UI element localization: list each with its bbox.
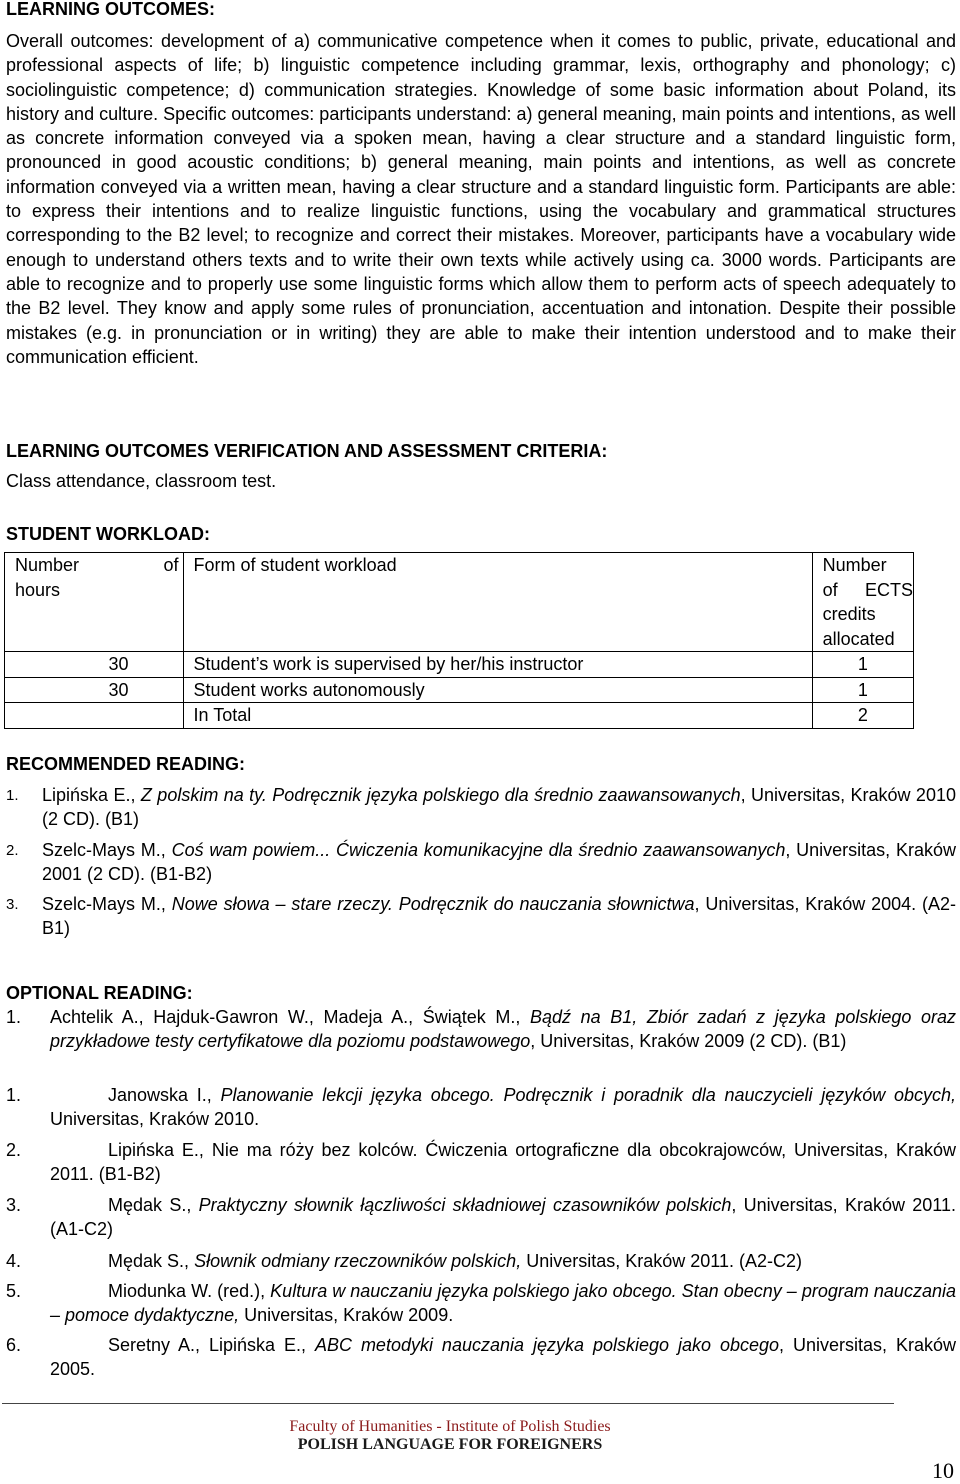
list-number: 5. bbox=[6, 1281, 22, 1301]
table-header-row bbox=[5, 553, 914, 652]
header-ects-line1: Number bbox=[822, 555, 887, 575]
header-ects bbox=[812, 553, 913, 652]
reference-title: Planowanie lekcji języka obcego. Podręcznik i poradnik dla nauczycieli języków obcych, bbox=[220, 1085, 956, 1105]
optional-reading-heading: OPTIONAL READING: bbox=[6, 983, 193, 1003]
reference-details: Universitas, Kraków 2011. (A2-C2) bbox=[521, 1251, 802, 1271]
reference-title: Nowe słowa – stare rzeczy. Podręcznik do nauczania słownictwa bbox=[171, 894, 695, 914]
list-number: 1. bbox=[6, 1085, 22, 1105]
reference-title: Coś wam powiem... Ćwiczenia komunikacyjne dla średnio zaawansowanych bbox=[171, 840, 786, 860]
list-number: 2. bbox=[6, 1140, 22, 1160]
table-row bbox=[5, 652, 914, 678]
reference-details: , Universitas, Kraków 2004. (A2-B1) bbox=[42, 894, 956, 939]
reference-author: Szelc-Mays M., bbox=[42, 840, 166, 860]
page-number: 10 bbox=[932, 1458, 954, 1483]
list-item bbox=[6, 1249, 956, 1273]
list-item bbox=[6, 838, 956, 887]
list-number: 4. bbox=[6, 1251, 22, 1271]
list-item bbox=[6, 1279, 956, 1328]
ects-cell: 2 bbox=[812, 703, 913, 729]
learning-outcomes-text: Overall outcomes: development of a) communicative competence when it comes to public, private, educational and professional aspects of life; b) linguistic competence including grammar, lexis, orthography and phonology; c) sociolinguistic competence; d) communication strategies. Knowledge of some basic information about Poland, its history and culture. Specific outcomes: participants understand: a) general meaning, main points and intentions, as well as concrete information conveyed via a spoken mean, having a clear structure and a standard linguistic form, pronounced in good acoustic conditions; b) general meaning, main points and intentions, as well as concrete information conveyed via a written mean, having a clear structure and a standard linguistic form. Participants are able: to express their intentions and to realize linguistic functions, using the vocabulary and grammatical structures corresponding to the B2 level; to recognize and correct their mistakes. Moreover, participants have a vocabulary wide enough to understand others texts and to write their own texts while actively using ca. 3000 words. Participants are able to recognize and to properly use some linguistic forms which allow them to perform acts of speech adequately to the B2 level. They know and apply some rules of pronunciation, accentuation and intonation. Despite their possible mistakes (e.g. in pronunciation or in writing) they are able to make their intention understood and to make their communication efficient. bbox=[6, 31, 956, 367]
list-item bbox=[6, 1193, 956, 1242]
header-ects-line3: credits bbox=[822, 604, 876, 624]
form-cell: Student works autonomously bbox=[183, 677, 812, 703]
footer-course: POLISH LANGUAGE FOR FOREIGNERS bbox=[297, 1436, 603, 1453]
form-cell: Student’s work is supervised by her/his instructor bbox=[183, 652, 812, 678]
table-row bbox=[5, 703, 914, 729]
reference-author: Janowska I., bbox=[108, 1085, 212, 1105]
header-hours-line2: hours bbox=[15, 579, 61, 600]
list-number: 1. bbox=[6, 787, 19, 804]
reference-details: Universitas, Kraków 2009. bbox=[239, 1305, 454, 1326]
list-item bbox=[6, 892, 956, 941]
reference-title: ABC metodyki nauczania języka polskiego jako obcego bbox=[314, 1335, 779, 1355]
verification-text: Class attendance, classroom test. bbox=[6, 471, 277, 491]
reference-title: Słownik odmiany rzeczowników polskich, bbox=[194, 1251, 522, 1271]
hours-cell: 30 bbox=[5, 677, 184, 703]
reference-author: Szelc-Mays M., bbox=[42, 894, 166, 914]
header-ects-line2: of ECTS bbox=[822, 579, 913, 600]
list-number: 2. bbox=[6, 842, 19, 859]
reference-details: , Universitas, Kraków 2009 (2 CD). (B1) bbox=[530, 1031, 847, 1052]
reference-author: Achtelik A., Hajduk-Gawron W., Madeja A., Świątek M., bbox=[50, 1007, 521, 1027]
page-footer bbox=[0, 1418, 900, 1454]
list-item bbox=[6, 1333, 956, 1382]
reference-author: Mędak S., bbox=[108, 1251, 190, 1271]
header-hours-line1: Number of bbox=[15, 555, 179, 575]
list-item bbox=[6, 1138, 956, 1187]
reference-author: Lipińska E., bbox=[108, 1140, 204, 1160]
reference-title: Z polskim na ty. Podręcznik języka polskiego dla średnio zaawansowanych bbox=[140, 785, 741, 805]
reference-author: Seretny A., Lipińska E., bbox=[108, 1335, 306, 1355]
list-item bbox=[6, 1083, 956, 1132]
reference-title: Kultura w nauczaniu języka polskiego jako obcego. Stan obecny – program nauczania – pomoce dydaktyczne, bbox=[50, 1281, 956, 1326]
list-number: 1. bbox=[6, 1007, 22, 1027]
learning-outcomes-heading: LEARNING OUTCOMES: bbox=[6, 0, 215, 19]
list-item bbox=[6, 1005, 956, 1054]
recommended-reading-heading: RECOMMENDED READING: bbox=[6, 754, 246, 774]
list-number: 3. bbox=[6, 1195, 22, 1215]
header-hours bbox=[5, 553, 184, 652]
ects-cell: 1 bbox=[812, 677, 913, 703]
reference-title: Praktyczny słownik łączliwości składniowej czasowników polskich bbox=[198, 1195, 732, 1215]
reference-title: Bądź na B1, Zbiór zadań z języka polskiego oraz przykładowe testy certyfikatowe dla poziomu podstawowego bbox=[50, 1007, 956, 1052]
reference-details: , Universitas, Kraków 2010 (2 CD). (B1) bbox=[42, 785, 956, 830]
reference-author: Mędak S., bbox=[108, 1195, 192, 1215]
verification-heading: LEARNING OUTCOMES VERIFICATION AND ASSESSMENT CRITERIA: bbox=[6, 441, 608, 461]
reference-details: , Universitas, Kraków 2005. bbox=[50, 1335, 956, 1380]
list-item bbox=[6, 783, 956, 832]
hours-cell bbox=[5, 703, 184, 729]
list-number: 3. bbox=[6, 896, 19, 913]
reference-details: , Universitas, Kraków 2011. (A1-C2) bbox=[50, 1195, 956, 1240]
form-cell: In Total bbox=[183, 703, 812, 729]
ects-cell: 1 bbox=[812, 652, 913, 678]
reference-details: , Universitas, Kraków 2001 (2 CD). (B1-B2) bbox=[42, 840, 956, 885]
reference-author: Lipińska E., bbox=[42, 785, 136, 805]
table-row bbox=[5, 677, 914, 703]
reference-details: Universitas, Kraków 2010. bbox=[50, 1109, 260, 1130]
footer-divider bbox=[2, 1403, 894, 1404]
reference-details: Nie ma róży bez kolców. Ćwiczenia ortograficzne dla obcokrajowców, Universitas, Kraków 2011. (B1-B2) bbox=[50, 1140, 956, 1185]
header-ects-line4: allocated bbox=[822, 628, 895, 649]
header-form: Form of student workload bbox=[183, 553, 812, 652]
workload-table bbox=[4, 552, 914, 729]
footer-faculty: Faculty of Humanities - Institute of Polish Studies bbox=[289, 1418, 611, 1435]
hours-cell: 30 bbox=[5, 652, 184, 678]
reference-author: Miodunka W. (red.), bbox=[108, 1281, 266, 1301]
workload-heading: STUDENT WORKLOAD: bbox=[6, 524, 210, 544]
list-number: 6. bbox=[6, 1335, 22, 1355]
